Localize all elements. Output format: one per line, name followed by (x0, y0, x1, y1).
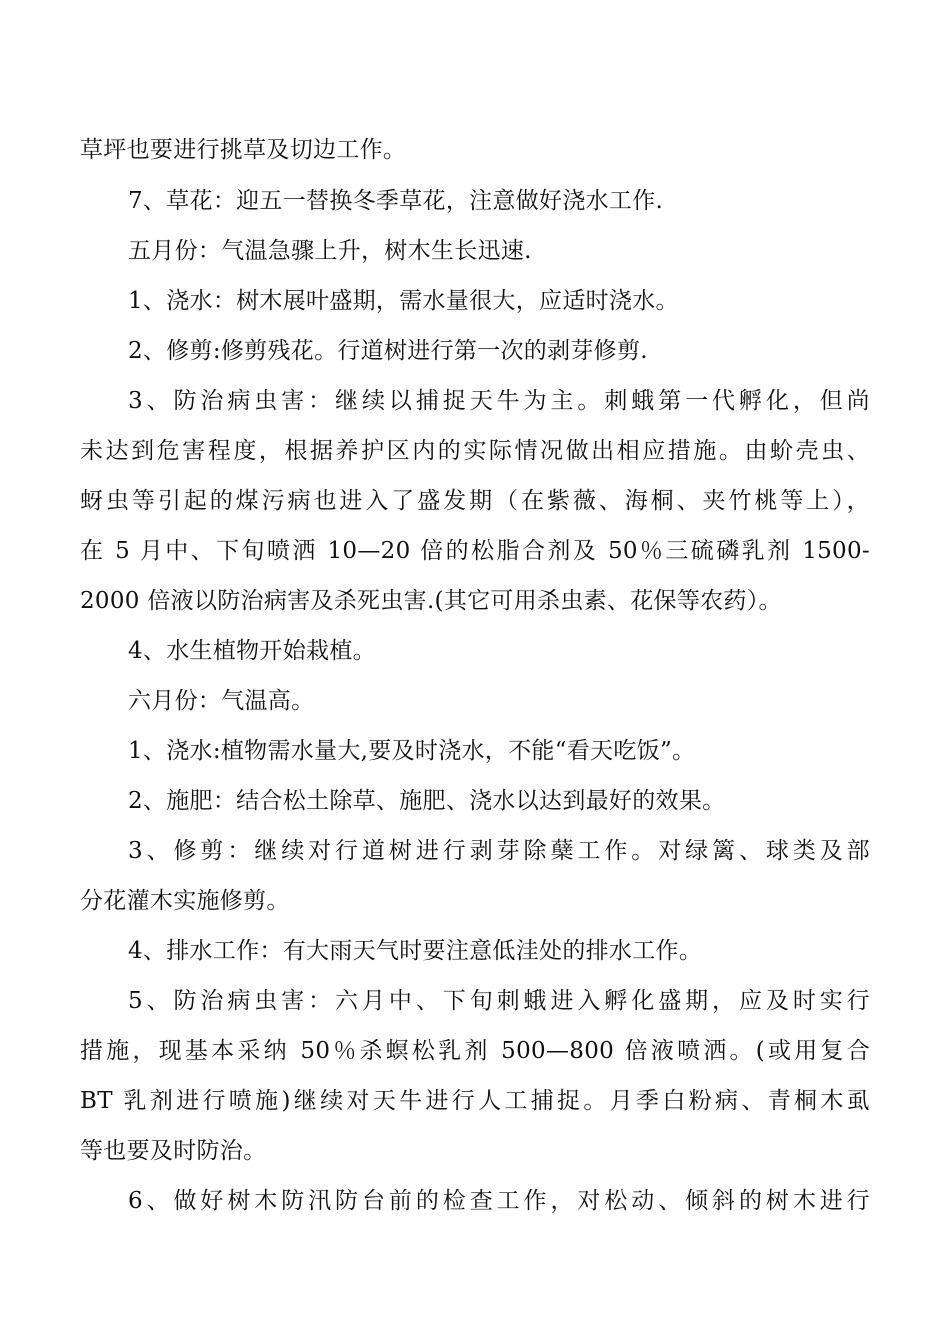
text-line: 5、防治病虫害：六月中、下旬刺蛾进入孵化盛期，应及时实行 (128, 988, 870, 1014)
text-line: 4、水生植物开始栽植。 (128, 638, 376, 664)
text-line: 3、修剪：继续对行道树进行剥芽除蘖工作。对绿篱、球类及部 (128, 838, 870, 864)
text-line: 7、草花：迎五一替换冬季草花，注意做好浇水工作. (128, 188, 664, 214)
text-line: 3、防治病虫害：继续以捕捉天牛为主。刺蛾第一代孵化，但尚 (128, 388, 870, 414)
text-line: 1、浇水：树木展叶盛期，需水量很大，应适时浇水。 (128, 288, 679, 314)
text-line: 六月份：气温高。 (128, 688, 315, 714)
text-line: 分花灌木实施修剪。 (80, 888, 290, 914)
text-line: BT 乳剂进行喷施)继续对天牛进行人工捕捉。月季白粉病、青桐木虱 (80, 1088, 870, 1114)
text-line: 在 5 月中、下旬喷洒 10—20 倍的松脂合剂及 50％三硫磷乳剂 1500- (80, 538, 870, 564)
text-line: 五月份：气温急骤上升，树木生长迅速. (128, 238, 532, 264)
text-line: 未达到危害程度，根据养护区内的实际情况做出相应措施。由蚧壳虫、 (80, 438, 870, 464)
text-line: 6、做好树木防汛防台前的检查工作，对松动、倾斜的树木进行 (128, 1188, 870, 1214)
text-line: 4、排水工作：有大雨天气时要注意低洼处的排水工作。 (128, 938, 703, 964)
text-line: 等也要及时防治。 (80, 1138, 267, 1164)
text-line: 草坪也要进行挑草及切边工作。 (80, 137, 407, 163)
text-line: 蚜虫等引起的煤污病也进入了盛发期（在紫薇、海桐、夹竹桃等上）， (80, 488, 870, 514)
text-line: 措施，现基本采纳 50％杀螟松乳剂 500—800 倍液喷洒。(或用复合 (80, 1038, 870, 1064)
text-line: 2000 倍液以防治病害及杀死虫害.(其它可用杀虫素、花保等农药）。 (80, 588, 782, 614)
text-line: 2、修剪:修剪残花。行道树进行第一次的剥芽修剪. (128, 338, 648, 364)
text-line: 1、浇水:植物需水量大,要及时浇水，不能“看天吃饭”。 (128, 738, 696, 764)
text-line: 2、施肥：结合松土除草、施肥、浇水以达到最好的效果。 (128, 788, 726, 814)
